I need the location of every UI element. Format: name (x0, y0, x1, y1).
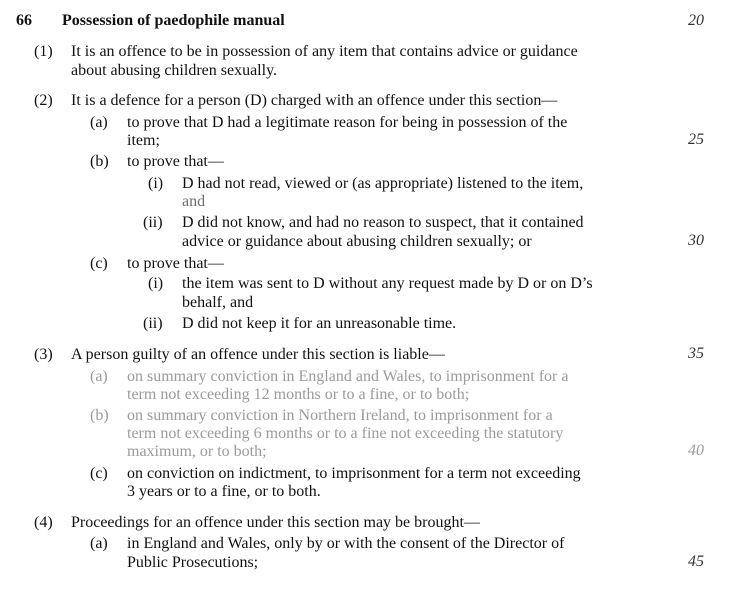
line-number-45: 45 (688, 553, 704, 570)
s2-c-sub-ii-line-1: D did not keep it for an unreasonable time. (182, 315, 457, 332)
subsection-2-number: (2) (34, 92, 53, 109)
s3-para-c-line-1: on conviction on indictment, to imprisonment for a term not exceeding (127, 465, 581, 482)
s2-para-c-lead: to prove that— (127, 255, 224, 272)
s3-para-b-line-2: term not exceeding 6 months or to a fine not exceeding the statutory (127, 425, 564, 442)
s2-b-sub-ii-line-1: D did not know, and had no reason to suspect, that it contained (182, 214, 584, 231)
s4-para-a-line-1: in England and Wales, only by or with the consent of the Director of (127, 535, 565, 552)
s2-para-a-number: (a) (90, 114, 108, 131)
s3-para-a-line-1: on summary conviction in England and Wales, to imprisonment for a (127, 368, 569, 385)
s2-para-a-line-1: to prove that D had a legitimate reason for being in possession of the (127, 114, 568, 131)
subsection-2-lead: It is a defence for a person (D) charged with an offence under this section— (71, 92, 558, 109)
s2-c-sub-i-line-1: the item was sent to D without any request made by D or on D’s (182, 275, 593, 292)
line-number-20: 20 (688, 12, 704, 29)
line-number-35: 35 (688, 345, 704, 362)
s3-para-b-line-3: maximum, or to both; (127, 443, 267, 460)
s2-b-sub-ii-number: (ii) (143, 214, 163, 231)
s3-para-a-number: (a) (90, 368, 108, 385)
line-number-30: 30 (688, 232, 704, 249)
section-number: 66 (16, 12, 32, 29)
line-number-40: 40 (688, 442, 704, 459)
subsection-4-lead: Proceedings for an offence under this section may be brought— (71, 514, 480, 531)
s3-para-a-line-2: term not exceeding 12 months or to a fine, or to both; (127, 386, 470, 403)
s4-para-a-line-2: Public Prosecutions; (127, 554, 259, 571)
s2-b-sub-i-line-1: D had not read, viewed or (as appropriate) listened to the item, (182, 175, 584, 192)
s3-para-c-number: (c) (90, 465, 108, 482)
subsection-3-lead: A person guilty of an offence under this section is liable— (71, 346, 445, 363)
subsection-1-number: (1) (34, 43, 53, 60)
s2-para-a-line-2: item; (127, 132, 160, 149)
s2-c-sub-ii-number: (ii) (143, 315, 163, 332)
s2-para-b-number: (b) (90, 153, 109, 170)
s2-b-sub-i-number: (i) (148, 175, 164, 192)
section-title: Possession of paedophile manual (62, 12, 285, 29)
s2-b-sub-ii-line-2: advice or guidance about abusing children sexually; or (182, 233, 532, 250)
s2-b-sub-i-line-2: and (182, 193, 206, 210)
s3-para-b-number: (b) (90, 407, 109, 424)
s3-para-b-line-1: on summary conviction in Northern Ireland, to imprisonment for a (127, 407, 553, 424)
subsection-1-line-1: It is an offence to be in possession of any item that contains advice or guidance (71, 43, 578, 60)
line-number-25: 25 (688, 131, 704, 148)
s3-para-c-line-2: 3 years or to a fine, or to both. (127, 483, 321, 500)
s2-c-sub-i-line-2: behalf, and (182, 294, 254, 311)
s4-para-a-number: (a) (90, 535, 108, 552)
subsection-1-line-2: about abusing children sexually. (71, 62, 278, 79)
subsection-3-number: (3) (34, 346, 53, 363)
s2-para-b-lead: to prove that— (127, 153, 224, 170)
s2-c-sub-i-number: (i) (148, 275, 164, 292)
subsection-4-number: (4) (34, 514, 53, 531)
s2-para-c-number: (c) (90, 255, 108, 272)
